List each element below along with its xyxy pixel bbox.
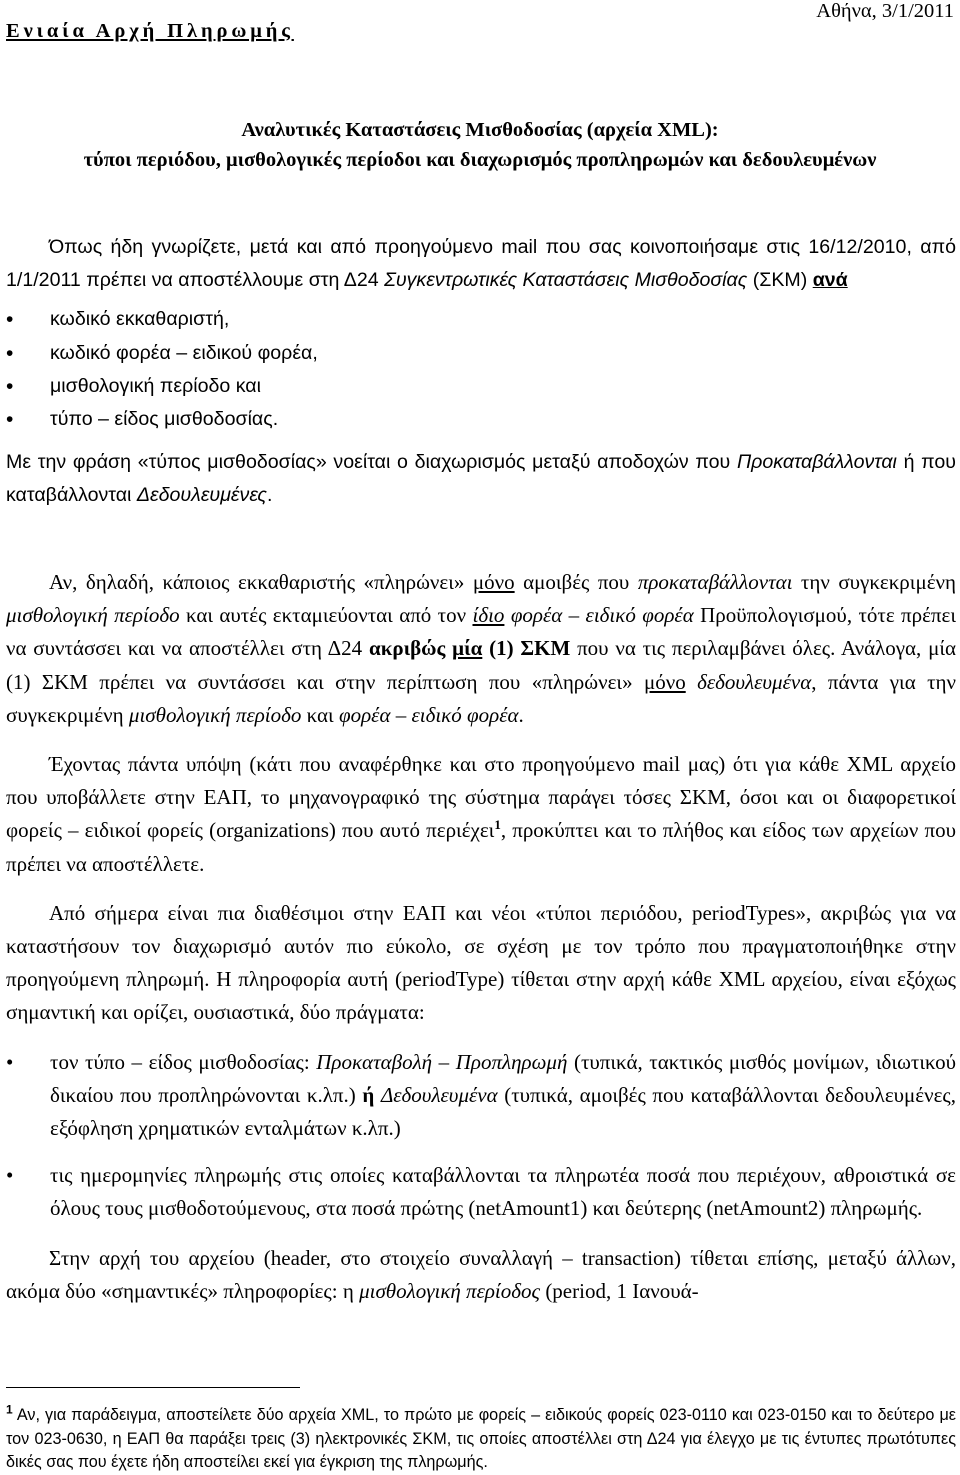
text-run: και: [301, 702, 339, 727]
italic-run: φορέα – ειδικό φορέα: [338, 702, 519, 727]
footnote-text: Αν, για παράδειγμα, αποστείλετε δύο αρχεία XML, το πρώτο με φορείς – ειδικούς φορείς 023-0110 και 023-0150 και το δεύτερο με τον 023-0630, η ΕΑΠ θα παράξει τρεις (3) ηλεκτρονικές ΣΚΜ, τις οποίες αποστέλλει στη Δ24 για έλεγχο με τις έντυπες πρωτότυπες δικές σας που έχετε ήδη αποστείλει εκεί για έγκριση της πληρωμής.: [6, 1406, 956, 1471]
intro-italic: Συγκεντρωτικές Καταστάσεις Μισθοδοσίας: [384, 269, 748, 292]
text-run: (period, 1 Ιανουά-: [540, 1278, 699, 1303]
criteria-list: [6, 303, 956, 436]
list-item: • κωδικό εκκαθαριστή,: [6, 303, 956, 336]
text-run: Έχοντας πάντα υπόψη (κάτι που αναφέρθηκε και στο προηγούμενο mail μας) ότι για κάθε XML αρχείο που υποβάλλετε στην ΕΑΠ, το μηχανογραφικό της σύστημα παράγει τόσες ΣΚΜ, όσοι και οι διαφορετικοί φορείς – ειδικοί φορείς (organizations) που αυτό περιέχει: [6, 752, 956, 843]
footnote-mark: 1: [6, 1402, 13, 1417]
italic-run: μισθολογική περίοδος: [359, 1278, 541, 1303]
text-run: (τυπικά, αμοιβές που καταβάλλονται δεδουλευμένες, εξόφληση χρηματικών ενταλμάτων κ.λπ.): [50, 1082, 956, 1141]
periodtypes-paragraph: Από σήμερα είναι πια διαθέσιμοι στην ΕΑΠ και νέοι «τύποι περιόδου, periodTypes», ακριβώς για να καταστήσουν τον διαχωρισμό αυτόν πιο εύκολο, σε σχέση με τον τρόπο που πραγματοποιήθηκε στην προηγούμενη πληρωμή. Η πληροφορία αυτή (periodType) τίθεται στην αρχή κάθε XML αρχείου, είναι εξόχως σημαντική και ορίζει, ουσιαστικά, δύο πράγματα:: [6, 900, 956, 1025]
underlined-run: μόνο: [643, 669, 686, 694]
text-run: Προϋπολογισμού, τότε πρέπει να συντάσσει και να αποστέλλει στη Δ24: [6, 603, 956, 661]
text-run: [686, 670, 697, 694]
definition-italic: Δεδουλευμένες: [136, 484, 267, 507]
list-item: • μισθολογική περίοδο και: [6, 370, 956, 403]
list-item: • κωδικό φορέα – ειδικού φορέα,: [6, 337, 956, 370]
underlined-run: μόνο: [472, 570, 515, 594]
text-run: , προκύπτει και το πλήθος και είδος των αρχείων που πρέπει να αποστέλλετε.: [6, 818, 956, 876]
text-run: .: [518, 702, 524, 727]
document-title: [0, 115, 960, 175]
text-run: την συγκεκριμένη: [792, 570, 956, 594]
example-paragraph: [6, 566, 956, 732]
intro-paragraph: [6, 231, 956, 297]
organization-name: Ενιαία Αρχή Πληρωμής: [6, 20, 294, 42]
main-section: [6, 566, 956, 1308]
footnote: [6, 1404, 956, 1475]
text-run: που να τις περιλαμβάνει όλες. Ανάλογα, μία (1) ΣΚΜ πρέπει να συντάσσει και στην περίπτωση που «πληρώνει»: [6, 636, 957, 694]
things-list: [6, 1046, 956, 1226]
italic-run: προκαταβάλλονται: [637, 570, 793, 594]
text-run: αμοιβές που: [514, 570, 638, 594]
text-run: , πάντα για την συγκεκριμένη: [6, 669, 957, 727]
bold-run: ακριβώς: [368, 636, 446, 661]
italic-run: δεδουλευμένα: [697, 669, 812, 694]
definition-italic: Προκαταβάλλονται: [736, 451, 897, 474]
text-run: τον τύπο – είδος μισθοδοσίας:: [50, 1049, 317, 1074]
intro-text: Όπως ήδη γνωρίζετε, μετά και από προηγούμενο mail που σας κοινοποιήσαμε στις 16/12/2010, από 1/1/2011 πρέπει να αποστέλλουμε στη Δ24: [6, 236, 956, 292]
title-line-1: Αναλυτικές Καταστάσεις Μισθοδοσίας (αρχεία XML):: [241, 119, 719, 141]
footnote-divider: [6, 1387, 300, 1388]
list-item: • τις ημερομηνίες πληρωμής στις οποίες καταβάλλονται τα πληρωτέα ποσά που περιέχουν, αθροιστικά σε όλους τους μισθοδοτούμενους, στα ποσά πρώτης (netAmount1) και δεύτερης (netAmount2) πληρωμής.: [6, 1159, 956, 1225]
text-run: και αυτές εκταμιεύονται από τον: [179, 603, 473, 628]
bold-underlined-run: μία: [452, 636, 483, 661]
italic-run: Προκαταβολή – Προπληρωμή: [316, 1049, 568, 1074]
header-paragraph: [6, 1242, 956, 1308]
title-line-2: τύποι περιόδου, μισθολογικές περίοδοι και διαχωρισμός προπληρωμών και δεδουλευμένων: [83, 149, 877, 171]
italic-run: Δεδουλευμένα: [380, 1082, 498, 1107]
list-item: [6, 1046, 956, 1146]
xml-paragraph: [6, 748, 956, 881]
text-run: Στην αρχή του αρχείου (header, στο στοιχείο συναλλαγή – transaction) τίθεται επίσης, μεταξύ άλλων, ακόμα δύο «σημαντικές» πληροφορίες: η: [6, 1245, 956, 1303]
intro-text-2: (ΣΚΜ): [747, 269, 813, 292]
intro-section: [6, 231, 956, 513]
list-item: • τύπο – είδος μισθοδοσίας.: [6, 403, 956, 436]
definition-text: ή που καταβάλλονται: [6, 451, 956, 507]
text-run: Αν, δηλαδή, κάποιος εκκαθαριστής «πληρώνει»: [49, 570, 473, 594]
italic-run: μισθολογική περίοδο: [128, 702, 302, 727]
italic-run: φορέα – ειδικό φορέα: [510, 603, 694, 628]
definition-text: Με την φράση «τύπος μισθοδοσίας» νοείται ο διαχωρισμός μεταξύ αποδοχών που: [6, 451, 737, 474]
intro-emphasis: ανά: [812, 269, 848, 292]
italic-run: μισθολογική περίοδο: [6, 603, 180, 628]
place-date: Αθήνα, 3/1/2011: [816, 0, 954, 22]
bold-run: ή: [362, 1082, 375, 1107]
footnote-reference[interactable]: 1: [494, 817, 501, 833]
definition-text: .: [266, 484, 273, 507]
text-run: [374, 1083, 381, 1107]
definition-paragraph: [6, 446, 956, 512]
bold-run: (1) ΣΚΜ: [489, 636, 571, 661]
text-run: (τυπικά, τακτικός μισθός μονίμων, ιδιωτικού δικαίου που προπληρώνονται κ.λπ.): [50, 1049, 956, 1107]
underlined-run: ίδιο: [472, 603, 505, 628]
